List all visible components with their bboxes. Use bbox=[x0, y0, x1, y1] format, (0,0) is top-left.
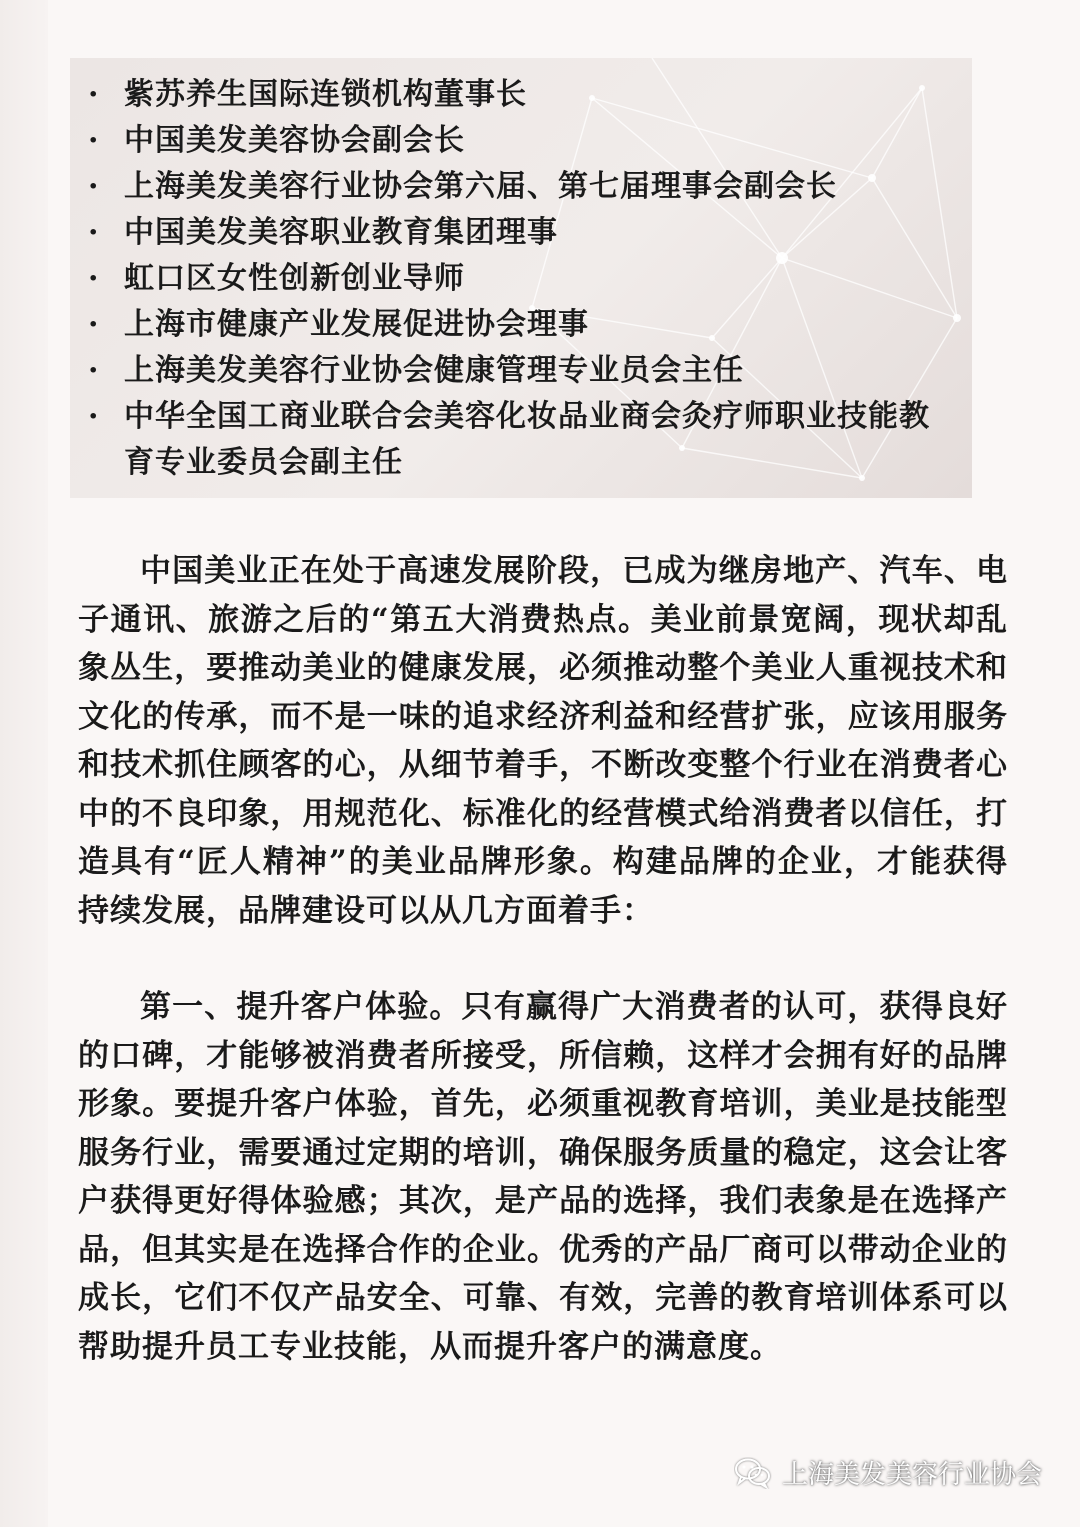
credential-item: · 上海市健康产业发展促进协会理事 bbox=[88, 302, 954, 348]
article-paragraph-customer-experience: 第一、提升客户体验。只有赢得广大消费者的认可，获得良好的口碑，才能够被消费者所接受，所信赖，这样才会拥有好的品牌形象。要提升客户体验，首先，必须重视教育培训，美业是技能型服务行业，需要通过定期的培训，确保服务质量的稳定，这会让客户获得更好得体验感；其次，是产品的选择，我们表象是在选择产品，但其实是在选择合作的企业。优秀的产品厂商可以带动企业的成长，它们不仅产品安全、可靠、有效，完善的教育培训体系可以帮助提升员工专业技能，从而提升客户的满意度。 bbox=[78, 989, 1008, 1365]
credential-item: · 虹口区女性创新创业导师 bbox=[88, 256, 954, 302]
credential-item: · 中国美发美容职业教育集团理事 bbox=[88, 210, 954, 256]
article-paragraph-intro: 中国美业正在处于高速发展阶段，已成为继房地产、汽车、电子通讯、旅游之后的“第五大消费热点。美业前景宽阔，现状却乱象丛生，要推动美业的健康发展，必须推动整个美业人重视技术和文化的传承，而不是一味的追求经济利益和经营扩张，应该用服务和技术抓住顾客的心，从细节着手，不断改变整个行业在消费者心中的不良印象，用规范化、标准化的经营模式给消费者以信任，打造具有“匠人精神”的美业品牌形象。构建品牌的企业，才能获得持续发展，品牌建设可以从几方面着手： bbox=[78, 553, 1008, 929]
credential-item-text: · 中华全国工商业联合会美容化妆品业商会灸疗师职业技能教育专业委员会副主任 bbox=[124, 399, 930, 480]
credential-item: · 上海美发美容行业协会健康管理专业员会主任 bbox=[88, 348, 954, 394]
watermark-text: 上海美发美容行业协会 bbox=[781, 1460, 1042, 1490]
credential-item bbox=[88, 394, 954, 486]
credential-item: · 上海美发美容行业协会第六届、第七届理事会副会长 bbox=[88, 164, 954, 210]
left-margin-strip bbox=[0, 0, 48, 1527]
credential-item: · 紫苏养生国际连锁机构董事长 bbox=[88, 72, 954, 118]
credential-item: · 中国美发美容协会副会长 bbox=[88, 118, 954, 164]
account-watermark bbox=[734, 1454, 1042, 1491]
credentials-box bbox=[70, 58, 972, 498]
wechat-icon bbox=[734, 1457, 772, 1489]
article-body bbox=[78, 547, 1008, 1371]
credentials-list bbox=[88, 72, 954, 486]
